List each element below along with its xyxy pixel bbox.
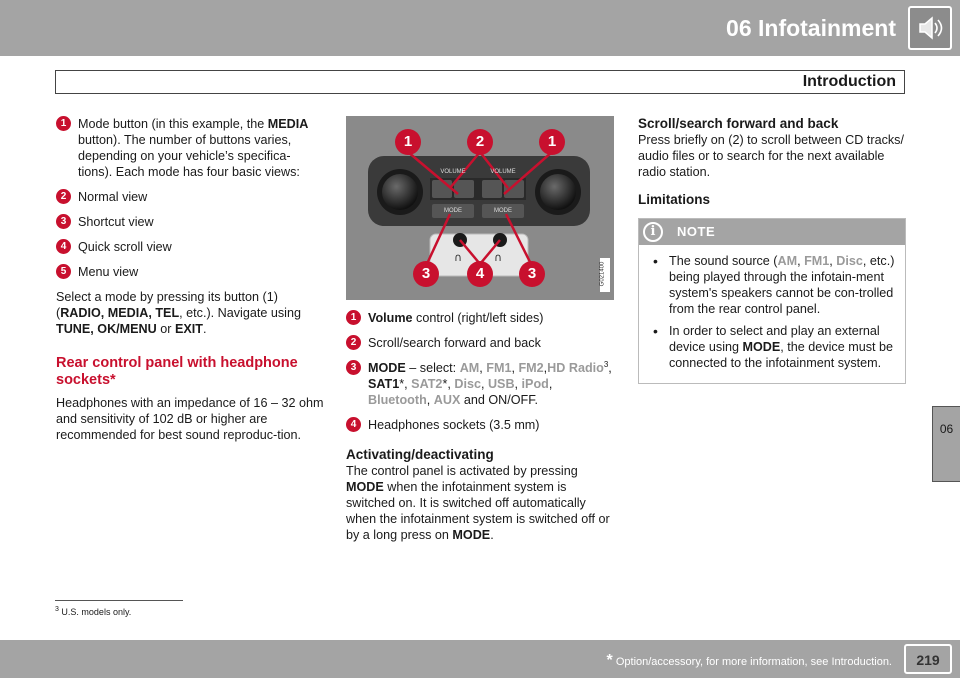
note-bullet: • In order to select and play an external device using MODE, the device must be connected to the infotainment system.	[647, 323, 897, 371]
footnote: $^3$ U.S. models only.	[55, 606, 132, 617]
column-right	[638, 116, 906, 384]
number-badge: 3	[56, 214, 71, 229]
list-item: 2 Normal view	[56, 189, 324, 205]
scroll-heading: Scroll/search forward and back	[638, 116, 839, 131]
image-code: G021400	[600, 258, 610, 292]
footer-band	[0, 640, 960, 678]
svg-text:∩: ∩	[454, 251, 463, 264]
number-badge: 2	[56, 189, 71, 204]
section-title: Introduction	[802, 73, 896, 90]
speaker-icon	[908, 6, 952, 50]
callout-bottom-2: 4	[475, 265, 485, 282]
note-title: NOTE	[677, 224, 716, 239]
number-badge: 3	[346, 360, 361, 375]
note-box	[638, 218, 906, 384]
number-badge: 4	[56, 239, 71, 254]
callout-bottom-1: 3	[421, 265, 431, 282]
chapter-tab	[932, 406, 960, 482]
activating-paragraph: The control panel is activated by pressing MODE when the infotainment system is switched on. It is switched off automatically when the infotainment system is switched off or by a long press on MODE.	[346, 464, 610, 542]
list-item: 1 Mode button (in this example, the MEDIA button). The number of buttons varies, depending on your vehicle’s specifica-tions). Each mode has four basic views:	[56, 116, 324, 180]
number-badge: 5	[56, 264, 71, 279]
section-bar	[55, 70, 905, 94]
number-badge: 2	[346, 335, 361, 350]
scroll-paragraph: Press briefly on (2) to scroll between CD tracks/ audio files or to search for the next available radio station.	[638, 133, 904, 179]
number-badge: 4	[346, 417, 361, 432]
footnote-rule	[55, 600, 183, 601]
svg-text:∩: ∩	[494, 251, 503, 264]
list-item: 3 MODE – select: AM, FM1, FM2,HD Radio$^3$, SAT1*, SAT2*, Disc, USB, iPod, Bluetooth, AUX and ON/OFF.	[346, 360, 614, 408]
list-item: 3 Shortcut view	[56, 214, 324, 230]
note-header	[639, 219, 905, 245]
note-bullet: • The sound source (AM, FM1, Disc, etc.) being played through the infotain-ment system's speakers cannot be con-trolled from the rear control panel.	[647, 253, 897, 317]
column-left	[56, 116, 324, 449]
note-body	[639, 245, 905, 383]
mode-label-right: MODE	[494, 208, 512, 214]
activating-heading: Activating/deactivating	[346, 447, 494, 462]
headphone-paragraph: Headphones with an impedance of 16 – 32 ohm and sensitivity of 102 dB or higher are recommended for best sound reproduc-tion.	[56, 396, 324, 442]
callout-top-1: 1	[403, 133, 413, 150]
number-badge: 1	[346, 310, 361, 325]
callout-bottom-3: 3	[527, 265, 537, 282]
number-badge: 1	[56, 116, 71, 131]
header-band	[0, 0, 960, 56]
info-icon: i	[643, 222, 663, 242]
page-number-box	[904, 644, 952, 674]
column-middle	[346, 116, 614, 549]
callout-top-3: 1	[547, 133, 557, 150]
mode-label-left: MODE	[444, 208, 462, 214]
callout-top-2: 2	[475, 133, 485, 150]
rear-control-panel-photo	[346, 116, 614, 300]
list-item: 4 Quick scroll view	[56, 239, 324, 255]
footer-note: * Option/accessory, for more information, see Introduction.	[606, 652, 892, 669]
volume-label-right: VOLUME	[490, 169, 516, 175]
page-number: 219	[916, 652, 940, 668]
rear-panel-heading: Rear control panel with headphone sockets*	[56, 355, 298, 388]
chapter-title: 06 Infotainment	[726, 15, 896, 41]
limitations-heading: Limitations	[638, 192, 711, 207]
list-item: 5 Menu view	[56, 264, 324, 280]
list-item: 4 Headphones sockets (3.5 mm)	[346, 417, 614, 433]
select-mode-paragraph: Select a mode by pressing its button (1) (RADIO, MEDIA, TEL, etc.). Navigate using TUNE, OK/MENU or EXIT.	[56, 290, 301, 336]
list-item: 2 Scroll/search forward and back	[346, 335, 614, 351]
list-item: 1 Volume control (right/left sides)	[346, 310, 614, 326]
chapter-tab-label: 06	[939, 422, 954, 436]
volume-label-left: VOLUME	[440, 169, 466, 175]
